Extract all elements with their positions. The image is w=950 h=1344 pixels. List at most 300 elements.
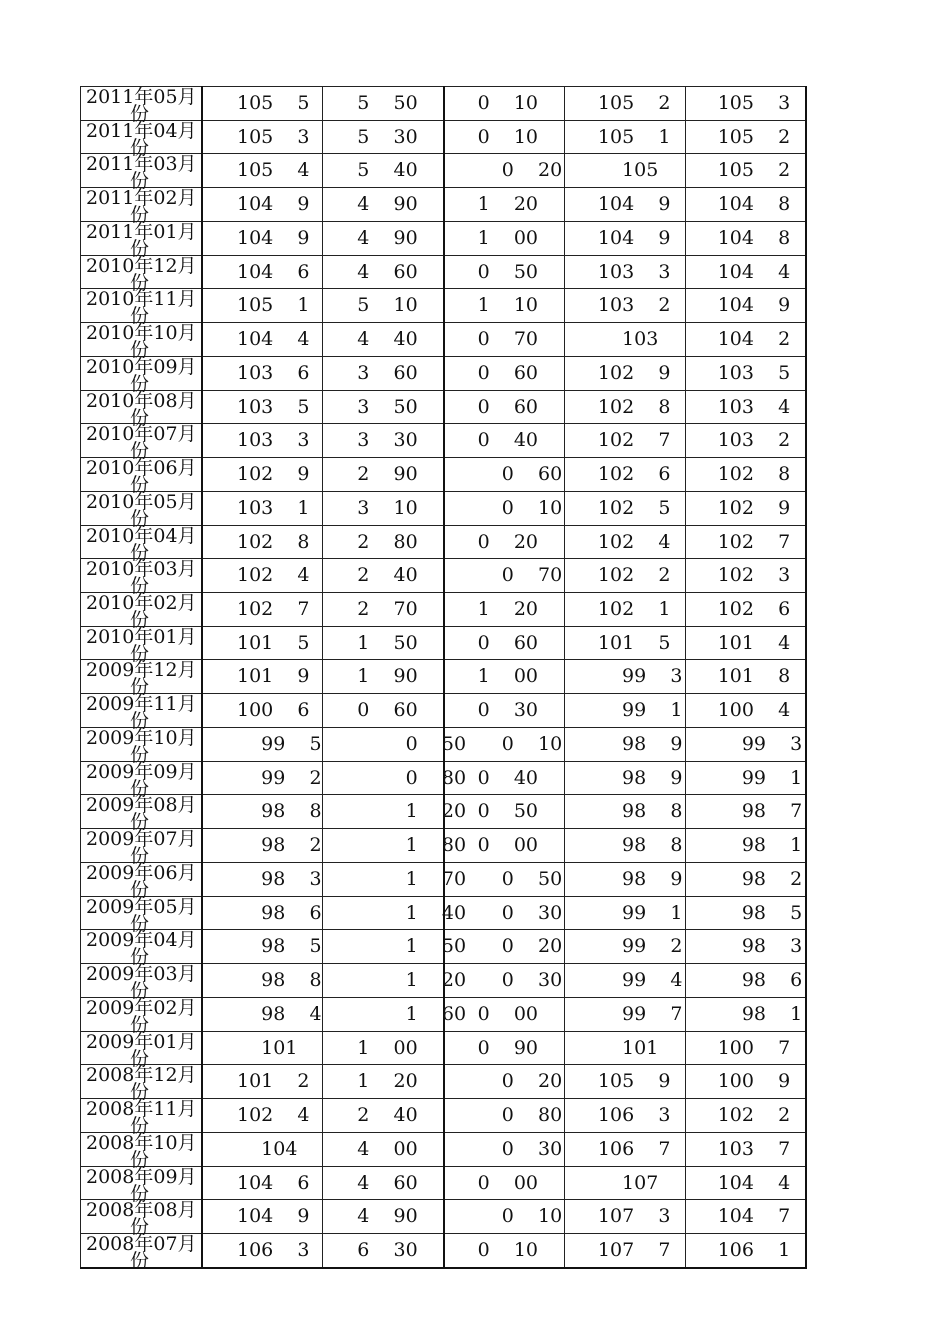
cell-value: 98 9 <box>597 766 683 789</box>
cell-value: 102 9 <box>237 463 310 486</box>
value-cell <box>323 525 444 559</box>
cell-value: 0 60 <box>477 463 563 486</box>
cell-value: 98 7 <box>717 800 803 823</box>
table-row <box>81 221 807 255</box>
month-cell <box>81 389 203 429</box>
month-label-suffix: 份 <box>130 811 150 834</box>
cell-value: 103 2 <box>597 294 671 317</box>
value-cell <box>444 795 565 829</box>
cell-value: 105 3 <box>717 92 791 114</box>
cell-value: 4 90 <box>357 193 418 216</box>
cell-value: 99 1 <box>597 901 683 924</box>
value-cell <box>444 727 565 761</box>
month-label-suffix: 份 <box>130 743 150 766</box>
value-cell <box>685 87 806 121</box>
cell-value: 0 80 <box>477 1104 563 1127</box>
month-label: 2009年09月 <box>86 760 197 783</box>
value-cell <box>564 964 685 998</box>
value-cell <box>685 289 806 323</box>
month-label: 2009年11月 <box>86 693 197 716</box>
value-cell <box>323 964 467 998</box>
value-cell <box>323 559 444 593</box>
month-cell <box>81 963 203 1003</box>
cell-value: 0 60 <box>357 699 418 722</box>
table-row <box>81 593 807 627</box>
cell-value: 98 8 <box>597 834 683 857</box>
month-label-suffix: 份 <box>130 609 150 632</box>
cell-value: 98 2 <box>237 834 322 857</box>
month-label: 2010年02月 <box>86 592 197 615</box>
cell-value: 5 40 <box>357 159 418 182</box>
value-cell <box>323 1233 444 1267</box>
cell-value: 0 00 <box>477 834 539 857</box>
cell-value: 101 2 <box>237 1070 310 1093</box>
month-label-suffix: 份 <box>130 372 150 395</box>
cell-value: 1 70 <box>357 867 467 890</box>
month-label: 2009年10月 <box>86 726 197 749</box>
cell-value: 104 7 <box>717 1205 791 1228</box>
value-cell <box>444 761 565 795</box>
cell-value: 104 2 <box>717 328 791 351</box>
table-row <box>81 1065 807 1099</box>
value-cell <box>323 829 467 863</box>
value-cell <box>323 154 444 188</box>
cell-value: 99 3 <box>717 732 803 755</box>
value-cell <box>444 120 565 154</box>
value-cell <box>444 626 565 660</box>
value-cell <box>202 1099 323 1133</box>
value-cell <box>444 525 565 559</box>
month-cell <box>81 895 203 935</box>
value-cell <box>444 323 565 357</box>
cell-value: 104 4 <box>237 328 310 351</box>
month-label: 2009年05月 <box>86 895 197 918</box>
cell-value: 1 90 <box>357 665 418 688</box>
month-label: 2009年08月 <box>86 794 197 817</box>
value-cell <box>323 424 444 458</box>
month-cell <box>81 457 203 497</box>
cell-value: 98 3 <box>717 935 803 958</box>
value-cell <box>564 390 685 424</box>
value-cell <box>323 727 467 761</box>
cell-value: 103 5 <box>717 361 791 384</box>
cell-value: 1 20 <box>357 969 467 992</box>
table-row <box>81 323 807 357</box>
value-cell <box>444 255 565 289</box>
value-cell <box>202 424 323 458</box>
value-cell <box>685 964 806 998</box>
table-row <box>81 424 807 458</box>
cell-value: 106 3 <box>237 1238 310 1261</box>
cell-value: 101 4 <box>717 631 791 654</box>
value-cell <box>685 1200 806 1234</box>
month-label-suffix: 份 <box>130 440 150 463</box>
month-cell <box>81 558 203 598</box>
cell-value: 0 60 <box>477 395 539 418</box>
month-cell <box>81 625 203 665</box>
month-label: 2010年05月 <box>86 490 197 513</box>
value-cell <box>444 997 565 1031</box>
cell-value: 99 7 <box>597 1002 683 1025</box>
cell-value: 104 8 <box>717 193 791 216</box>
month-label: 2010年10月 <box>86 322 197 345</box>
value-cell <box>202 694 323 728</box>
value-cell <box>685 862 806 896</box>
month-label-suffix: 份 <box>130 541 150 564</box>
value-cell <box>444 356 565 390</box>
cell-value: 105 2 <box>717 125 791 148</box>
month-label: 2009年07月 <box>86 828 197 851</box>
value-cell <box>323 660 444 694</box>
value-cell <box>202 255 323 289</box>
cell-value: 2 80 <box>357 530 418 553</box>
table-row <box>81 154 807 188</box>
month-label: 2008年10月 <box>86 1131 197 1154</box>
cell-value: 0 30 <box>477 699 539 722</box>
cell-value: 0 20 <box>477 1070 563 1093</box>
value-cell <box>444 221 565 255</box>
value-cell <box>202 829 323 863</box>
table-row <box>81 356 807 390</box>
value-cell <box>564 356 685 390</box>
cell-value: 101 <box>597 1036 659 1059</box>
month-cell <box>81 996 203 1036</box>
month-label: 2009年03月 <box>86 963 197 986</box>
value-cell <box>323 390 444 424</box>
cell-value: 102 6 <box>717 598 791 621</box>
value-cell <box>323 997 467 1031</box>
value-cell <box>202 626 323 660</box>
value-cell <box>564 660 685 694</box>
value-cell <box>444 87 565 121</box>
cell-value: 99 5 <box>237 732 322 755</box>
cell-value: 3 30 <box>357 429 418 452</box>
value-cell <box>685 896 806 930</box>
cell-value: 103 7 <box>717 1137 791 1160</box>
value-cell <box>564 593 685 627</box>
month-label-suffix: 份 <box>130 1148 150 1171</box>
cell-value: 5 30 <box>357 125 418 148</box>
value-cell <box>323 896 467 930</box>
month-label-suffix: 份 <box>130 946 150 969</box>
cell-value: 104 9 <box>237 226 310 249</box>
value-cell <box>444 964 565 998</box>
cell-value: 2 90 <box>357 463 418 486</box>
cell-value: 103 <box>597 328 659 351</box>
value-cell <box>202 559 323 593</box>
value-cell <box>323 120 444 154</box>
month-label-suffix: 份 <box>130 1216 150 1239</box>
month-label: 2010年04月 <box>86 524 197 547</box>
value-cell <box>323 1132 444 1166</box>
month-cell <box>81 288 203 328</box>
month-cell <box>81 423 203 463</box>
cell-value: 98 5 <box>237 935 322 958</box>
value-cell <box>564 255 685 289</box>
value-cell <box>564 154 685 188</box>
table-row <box>81 525 807 559</box>
value-cell <box>564 1099 685 1133</box>
cell-value: 98 3 <box>237 867 322 890</box>
value-cell <box>564 896 685 930</box>
month-label-suffix: 份 <box>130 912 150 935</box>
cell-value: 4 90 <box>357 1205 418 1228</box>
cell-value: 5 10 <box>357 294 418 317</box>
cell-value: 102 3 <box>717 564 791 587</box>
cell-value: 0 60 <box>477 631 539 654</box>
month-label: 2011年01月 <box>86 220 197 243</box>
value-cell <box>202 1132 323 1166</box>
value-cell <box>323 491 444 525</box>
month-label: 2011年02月 <box>86 187 197 210</box>
cell-value: 0 30 <box>477 1137 563 1160</box>
month-label-suffix: 份 <box>130 710 150 733</box>
cell-value: 102 1 <box>597 598 671 621</box>
value-cell <box>685 424 806 458</box>
month-label-suffix: 份 <box>130 1047 150 1070</box>
cell-value: 0 70 <box>477 328 539 351</box>
month-cell <box>81 86 203 125</box>
value-cell <box>564 424 685 458</box>
cell-value: 98 8 <box>597 800 683 823</box>
month-cell <box>81 659 203 699</box>
table-row <box>81 289 807 323</box>
value-cell <box>202 930 323 964</box>
value-cell <box>444 1166 565 1200</box>
month-label: 2010年07月 <box>86 423 197 446</box>
cell-value: 105 2 <box>717 159 791 182</box>
value-cell <box>444 1099 565 1133</box>
value-cell <box>202 795 323 829</box>
month-cell <box>81 254 203 294</box>
value-cell <box>685 795 806 829</box>
value-cell <box>685 188 806 222</box>
month-label: 2009年02月 <box>86 996 197 1019</box>
cell-value: 0 40 <box>477 429 539 452</box>
cell-value: 1 40 <box>357 901 467 924</box>
value-cell <box>202 1233 323 1267</box>
cell-value: 103 3 <box>237 429 310 452</box>
value-cell <box>323 458 444 492</box>
value-cell <box>685 154 806 188</box>
cell-value: 105 2 <box>597 92 671 114</box>
cell-value: 102 7 <box>237 598 310 621</box>
month-label: 2010年09月 <box>86 355 197 378</box>
cell-value: 0 10 <box>477 496 563 519</box>
month-label-suffix: 份 <box>130 1115 150 1138</box>
cell-value: 3 50 <box>357 395 418 418</box>
value-cell <box>323 87 444 121</box>
month-label: 2011年04月 <box>86 119 197 142</box>
value-cell <box>685 997 806 1031</box>
cell-value: 102 2 <box>717 1104 791 1127</box>
value-cell <box>323 1065 444 1099</box>
cell-value: 102 9 <box>597 361 671 384</box>
month-cell <box>81 1098 203 1138</box>
month-cell <box>81 355 203 395</box>
value-cell <box>685 491 806 525</box>
month-label: 2010年03月 <box>86 558 197 581</box>
table-row <box>81 1166 807 1200</box>
cell-value: 103 4 <box>717 395 791 418</box>
cell-value: 100 6 <box>237 699 310 722</box>
cell-value: 4 60 <box>357 260 418 283</box>
cell-value: 105 5 <box>237 92 310 114</box>
value-cell <box>202 862 323 896</box>
value-cell <box>685 458 806 492</box>
month-label: 2010年12月 <box>86 254 197 277</box>
cell-value: 1 20 <box>477 598 539 621</box>
value-cell <box>564 761 685 795</box>
cell-value: 0 50 <box>477 260 539 283</box>
cell-value: 6 30 <box>357 1238 418 1261</box>
value-cell <box>685 829 806 863</box>
table-body <box>81 86 807 1272</box>
cell-value: 1 50 <box>357 935 467 958</box>
cell-value: 106 3 <box>597 1104 671 1127</box>
cell-value: 0 10 <box>477 125 539 148</box>
value-cell <box>564 1132 685 1166</box>
month-cell <box>81 322 203 362</box>
month-label: 2009年01月 <box>86 1030 197 1053</box>
value-cell <box>202 593 323 627</box>
cell-value: 3 60 <box>357 361 418 384</box>
cell-value: 4 00 <box>357 1137 418 1160</box>
table-row <box>81 997 807 1031</box>
cell-value: 98 1 <box>717 834 803 857</box>
cell-value: 0 10 <box>477 92 539 114</box>
value-cell <box>202 1200 323 1234</box>
month-label: 2009年06月 <box>86 861 197 884</box>
value-cell <box>564 1166 685 1200</box>
month-label-suffix: 份 <box>130 406 150 429</box>
cell-value: 99 1 <box>597 699 683 722</box>
value-cell <box>444 154 565 188</box>
cell-value: 1 20 <box>357 800 467 823</box>
value-cell <box>444 1200 565 1234</box>
value-cell <box>202 491 323 525</box>
value-cell <box>323 221 444 255</box>
value-cell <box>202 356 323 390</box>
cell-value: 105 4 <box>237 159 310 182</box>
month-label-suffix: 份 <box>130 507 150 530</box>
month-label-suffix: 份 <box>130 777 150 800</box>
cell-value: 104 8 <box>717 226 791 249</box>
cell-value: 104 4 <box>717 260 791 283</box>
value-cell <box>202 87 323 121</box>
value-cell <box>564 289 685 323</box>
month-cell <box>81 1199 203 1239</box>
cell-value: 0 20 <box>477 159 563 182</box>
value-cell <box>564 930 685 964</box>
cell-value: 104 4 <box>717 1171 791 1194</box>
table-row <box>81 1099 807 1133</box>
cell-value: 4 60 <box>357 1171 418 1194</box>
value-cell <box>685 255 806 289</box>
month-label-suffix: 份 <box>130 237 150 260</box>
value-cell <box>202 1166 323 1200</box>
cell-value: 99 2 <box>597 935 683 958</box>
month-cell <box>81 929 203 969</box>
cell-value: 105 3 <box>237 125 310 148</box>
value-cell <box>444 862 565 896</box>
cell-value: 1 00 <box>357 1036 418 1059</box>
table-row <box>81 1200 807 1234</box>
cell-value: 103 6 <box>237 361 310 384</box>
value-cell <box>202 1031 323 1065</box>
month-label-suffix: 份 <box>130 1013 150 1036</box>
month-cell <box>81 861 203 901</box>
value-cell <box>323 930 467 964</box>
value-cell <box>444 188 565 222</box>
value-cell <box>685 1099 806 1133</box>
table-row <box>81 120 807 154</box>
value-cell <box>564 997 685 1031</box>
month-cell <box>81 1232 203 1272</box>
value-cell <box>202 120 323 154</box>
month-label: 2011年03月 <box>86 153 197 176</box>
month-label-suffix: 份 <box>130 845 150 868</box>
cell-value: 101 9 <box>237 665 310 688</box>
table-row <box>81 1233 807 1267</box>
value-cell <box>202 896 323 930</box>
month-label-suffix: 份 <box>130 271 150 294</box>
cell-value: 102 8 <box>237 530 310 553</box>
value-cell <box>685 727 806 761</box>
month-label: 2008年09月 <box>86 1165 197 1188</box>
month-cell <box>81 1030 203 1070</box>
value-cell <box>202 997 323 1031</box>
value-cell <box>685 1031 806 1065</box>
value-cell <box>564 862 685 896</box>
table-row <box>81 694 807 728</box>
value-cell <box>444 930 565 964</box>
table-row <box>81 188 807 222</box>
cell-value: 99 4 <box>597 969 683 992</box>
cell-value: 2 40 <box>357 1104 418 1127</box>
value-cell <box>444 694 565 728</box>
value-cell <box>564 1065 685 1099</box>
value-cell <box>323 694 444 728</box>
value-cell <box>564 221 685 255</box>
value-cell <box>444 1031 565 1065</box>
month-cell <box>81 828 203 868</box>
cell-value: 1 20 <box>357 1070 418 1093</box>
value-cell <box>564 727 685 761</box>
cell-value: 105 1 <box>237 294 310 317</box>
value-cell <box>202 289 323 323</box>
cell-value: 102 8 <box>597 395 671 418</box>
value-cell <box>202 458 323 492</box>
cell-value: 0 00 <box>477 1171 539 1194</box>
cell-value: 101 <box>237 1036 298 1059</box>
cell-value: 105 <box>597 159 659 182</box>
value-cell <box>323 1099 444 1133</box>
value-cell <box>685 1065 806 1099</box>
month-label: 2008年07月 <box>86 1232 197 1255</box>
cell-value: 1 20 <box>477 193 539 216</box>
cell-value: 106 7 <box>597 1137 671 1160</box>
value-cell <box>564 795 685 829</box>
cell-value: 107 7 <box>597 1238 671 1261</box>
value-cell <box>685 390 806 424</box>
value-cell <box>444 289 565 323</box>
month-label: 2010年08月 <box>86 389 197 412</box>
value-cell <box>323 593 444 627</box>
month-label: 2008年12月 <box>86 1064 197 1087</box>
cell-value: 102 5 <box>597 496 671 519</box>
value-cell <box>323 1031 444 1065</box>
